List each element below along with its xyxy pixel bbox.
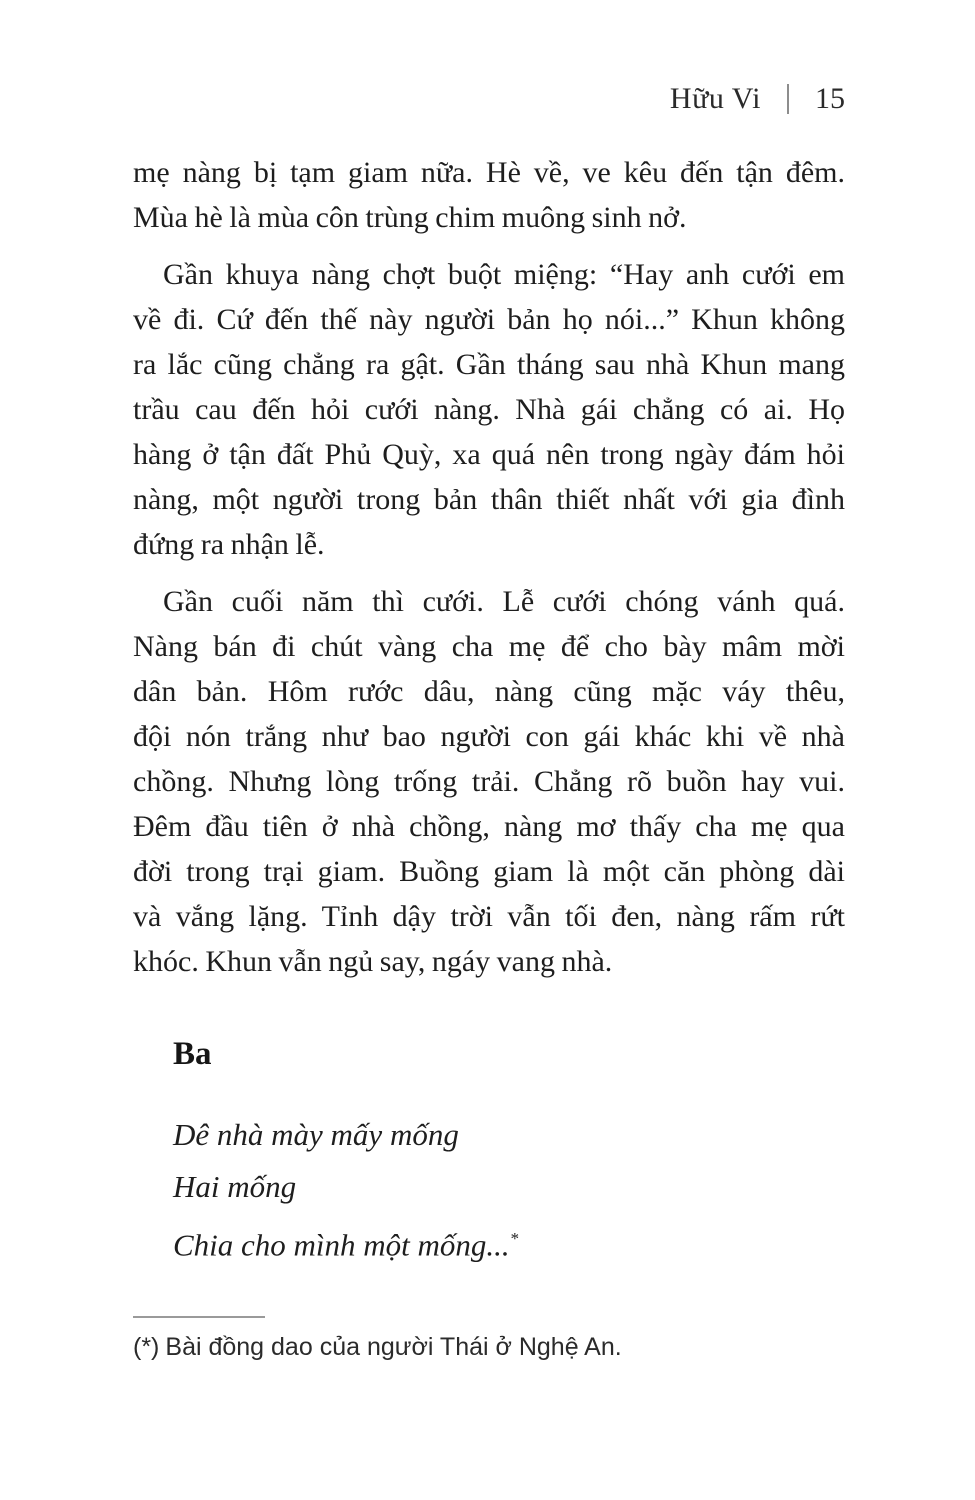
text-line: Gần cuối năm thì cưới. Lễ cưới chóng vánh quá.	[163, 585, 845, 618]
footnote-text	[133, 1331, 622, 1363]
text-line: Nàng bán đi chút vàng cha mẹ để cho bày mâm mời	[133, 630, 845, 663]
text-line: Đêm đầu tiên ở nhà chồng, nàng mơ thấy cha mẹ qua	[133, 810, 845, 843]
text-line: hàng ở tận đất Phủ Quỳ, xa quá nên trong ngày đám hỏi	[133, 438, 845, 471]
footnote-body: Bài đồng dao của người Thái ở Nghệ An.	[165, 1333, 622, 1361]
paragraph	[133, 252, 845, 567]
text-line: Mùa hè là mùa côn trùng chim muông sinh nở.	[133, 201, 687, 234]
verse-line: Dê nhà mày mấy mống	[173, 1117, 459, 1152]
text-line: khóc. Khun vẫn ngủ say, ngáy vang nhà.	[133, 945, 613, 978]
text-line: trầu cau đến hỏi cưới nàng. Nhà gái chẳng có ai. Họ	[133, 393, 845, 426]
running-header	[670, 82, 845, 116]
paragraph	[133, 150, 845, 240]
author-name: Hữu Vi	[669, 82, 761, 115]
verse-block	[173, 1109, 845, 1271]
footnote	[133, 1316, 622, 1363]
text-line: Gần khuya nàng chợt buột miệng: “Hay anh cưới em	[163, 258, 845, 291]
text-line: đời trong trại giam. Buồng giam là một căn phòng dài	[133, 855, 845, 888]
section-heading: Ba	[173, 1036, 212, 1072]
header-divider	[787, 84, 789, 114]
footnote-rule	[133, 1316, 265, 1318]
text-line: mẹ nàng bị tạm giam nữa. Hè về, ve kêu đến tận đêm.	[133, 156, 845, 189]
verse-line	[173, 1213, 845, 1271]
body-text	[133, 150, 845, 1271]
text-line: ra lắc cũng chẳng ra gật. Gần tháng sau nhà Khun mang	[133, 348, 845, 381]
text-line: dân bản. Hôm rước dâu, nàng cũng mặc váy thêu,	[133, 675, 845, 708]
footnote-marker: (*)	[133, 1333, 160, 1361]
page-number: 15	[815, 82, 845, 115]
text-line: đứng ra nhận lễ.	[133, 528, 325, 561]
text-line: về đi. Cứ đến thế này người bản họ nói...” Khun không	[133, 303, 845, 336]
text-line: chồng. Nhưng lòng trống trải. Chẳng rõ buồn hay vui.	[133, 765, 845, 798]
footnote-reference-mark: *	[509, 1229, 519, 1248]
text-line: nàng, một người trong bản thân thiết nhất với gia đình	[133, 483, 845, 516]
paragraph	[133, 579, 845, 984]
verse-line: Hai mống	[173, 1169, 297, 1204]
text-line: và vắng lặng. Tỉnh dậy trời vẫn tối đen, nàng rấm rứt	[133, 900, 845, 933]
text-line: đội nón trắng như bao người con gái khác khi về nhà	[133, 720, 845, 753]
verse-line-text: Chia cho mình một mống...	[173, 1227, 510, 1263]
